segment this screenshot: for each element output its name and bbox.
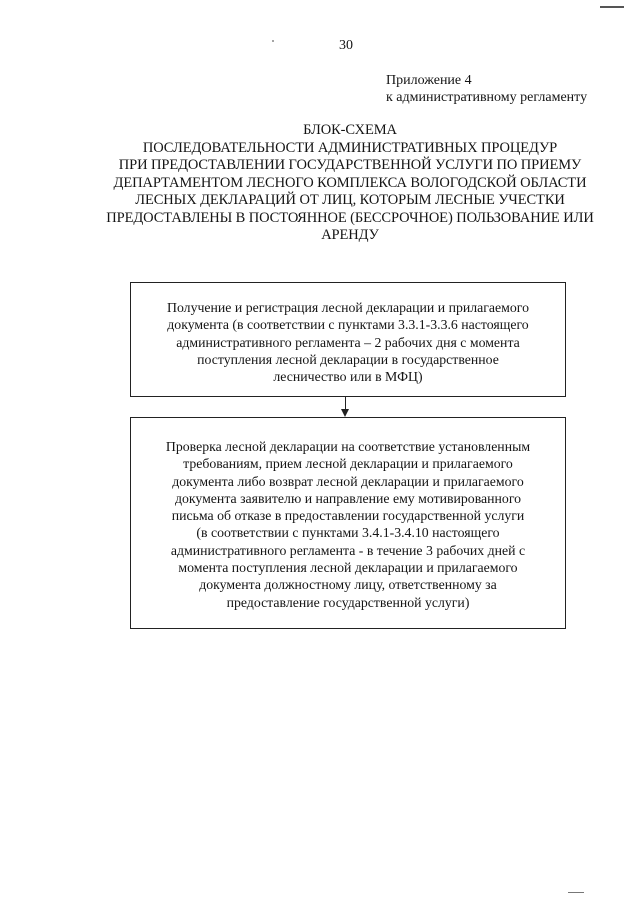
scan-artifact-bottom [568,892,584,893]
step-1-text-line: административного регламента – 2 рабочих дня с момента [176,334,520,350]
step-1-text-line: документа (в соответствии с пунктами 3.3.1-3.3.6 настоящего [167,317,529,333]
step-2-text-line: административного регламента - в течение 3 рабочих дней с [170,542,526,558]
step-2-text-line: письма об отказе в предоставлении государственной услуги [171,508,525,524]
step-2-text-line: (в соответствии с пунктами 3.4.1-3.4.10 настоящего [196,525,500,541]
step-2-text-line: документа либо возврат лесной декларации и прилагаемого [172,473,524,489]
appendix-line-2: к административному регламенту [386,90,588,105]
step-2-text-line: момента поступления лесной декларации и прилагаемого [178,560,518,576]
appendix-line-1: Приложение 4 [386,73,472,88]
heading-line: АРЕНДУ [321,227,379,243]
heading-line: БЛОК-СХЕМА [303,122,397,138]
heading-line: ПОСЛЕДОВАТЕЛЬНОСТИ АДМИНИСТРАТИВНЫХ ПРОЦЕДУР [142,139,558,156]
document-heading [60,122,640,245]
step-2-text-line: документа заявителю и направление ему мотивированного [174,490,522,506]
step-2-text-line: предоставление государственной услуги) [226,594,470,610]
step-1-text-line: поступления лесной декларации в государственное [197,351,499,367]
step-2-text-line: документа должностному лицу, ответственному за [199,577,497,593]
flowchart-step-1-box [130,282,566,397]
step-1-text-line: лесничество или в МФЦ) [273,369,423,385]
step-1-text-line: Получение и регистрация лесной декларации и прилагаемого [167,300,529,315]
step-2-text-line: требованиям, прием лесной декларации и прилагаемого [183,456,513,472]
scan-artifact-top [600,6,624,8]
heading-line: ПРИ ПРЕДОСТАВЛЕНИИ ГОСУДАРСТВЕННОЙ УСЛУГИ ПО ПРИЕМУ [118,157,582,173]
arrow-down-icon [341,409,349,417]
step-2-text-line: Проверка лесной декларации на соответствие установленным [165,439,531,454]
heading-line: ЛЕСНЫХ ДЕКЛАРАЦИЙ ОТ ЛИЦ, КОТОРЫМ ЛЕСНЫЕ УЧЕСТКИ [135,192,565,208]
heading-line: ПРЕДОСТАВЛЕНЫ В ПОСТОЯННОЕ (БЕССРОЧНОЕ) ПОЛЬЗОВАНИЕ ИЛИ [106,209,594,226]
appendix-reference [386,72,587,106]
flowchart-step-2-box [130,417,566,629]
page-number: 30 [339,38,353,53]
heading-line: ДЕПАРТАМЕНТОМ ЛЕСНОГО КОМПЛЕКСА ВОЛОГОДСКОЙ ОБЛАСТИ [113,174,587,191]
